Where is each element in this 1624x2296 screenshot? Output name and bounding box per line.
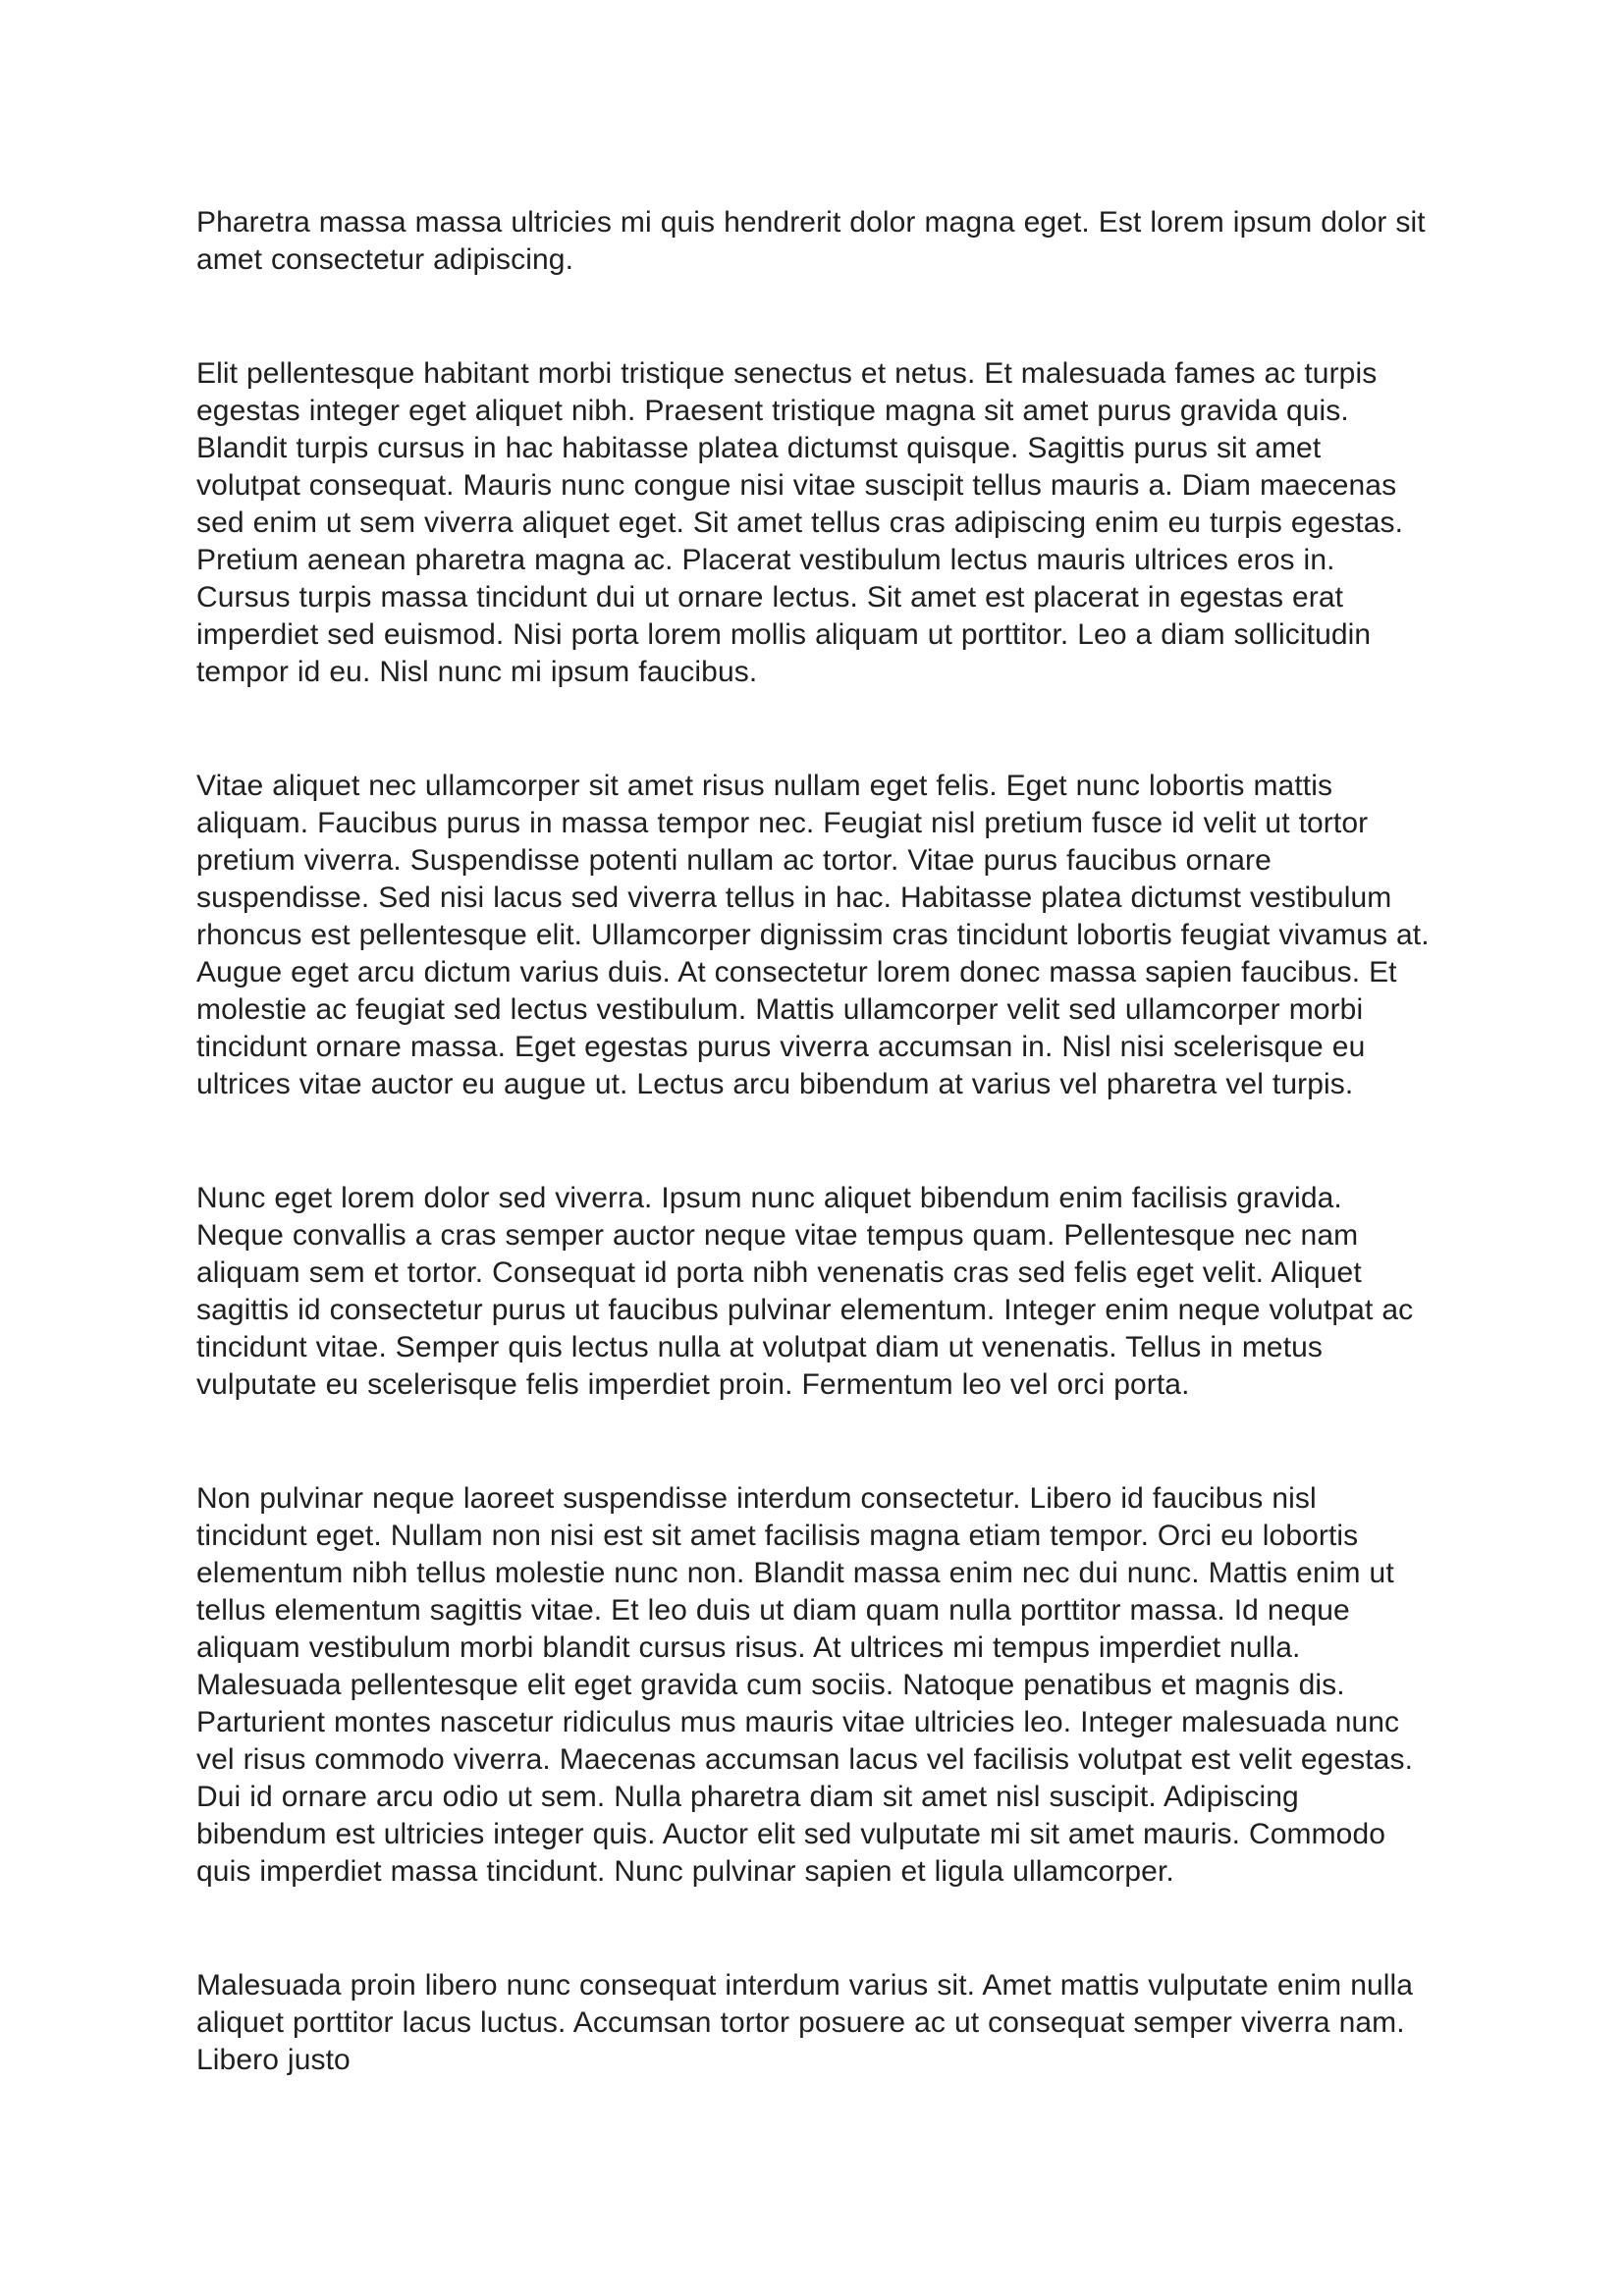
paragraph: Elit pellentesque habitant morbi tristique senectus et netus. Et malesuada fames ac turpis egestas integer eget aliquet nibh. Praesent tristique magna sit amet purus gravida quis. Blandit turpis cursus in hac habitasse platea dictumst quisque. Sagittis purus sit amet volutpat consequat. Mauris nunc congue nisi vitae suscipit tellus mauris a. Diam maecenas sed enim ut sem viverra aliquet eget. Sit amet tellus cras adipiscing enim eu turpis egestas. Pretium aenean pharetra magna ac. Placerat vestibulum lectus mauris ultrices eros in. Cursus turpis massa tincidunt dui ut ornare lectus. Sit amet est placerat in egestas erat imperdiet sed euismod. Nisi porta lorem mollis aliquam ut porttitor. Leo a diam sollicitudin tempor id eu. Nisl nunc mi ipsum faucibus. (196, 357, 1404, 688)
paragraph: Nunc eget lorem dolor sed viverra. Ipsum nunc aliquet bibendum enim facilisis gravida. Neque convallis a cras semper auctor neque vitae tempus quam. Pellentesque nec nam aliquam sem et tortor. Consequat id porta nibh venenatis cras sed felis eget velit. Aliquet sagittis id consectetur purus ut faucibus pulvinar elementum. Integer enim neque volutpat ac tincidunt vitae. Semper quis lectus nulla at volutpat diam ut venenatis. Tellus in metus vulputate eu scelerisque felis imperdiet proin. Fermentum leo vel orci porta. (196, 1182, 1414, 1401)
paragraph: Malesuada proin libero nunc consequat interdum varius sit. Amet mattis vulputate enim nulla aliquet porttitor lacus luctus. Accumsan tortor posuere ac ut consequat semper viverra nam. Libero justo (196, 1969, 1414, 2076)
paragraph: Non pulvinar neque laoreet suspendisse interdum consectetur. Libero id faucibus nisl tincidunt eget. Nullam non nisi est sit amet facilisis magna etiam tempor. Orci eu lobortis elementum nibh tellus molestie nunc non. Blandit massa enim nec dui nunc. Mattis enim ut tellus elementum sagittis vitae. Et leo duis ut diam quam nulla porttitor massa. Id neque aliquam vestibulum morbi blandit cursus risus. At ultrices mi tempus imperdiet nulla. Malesuada pellentesque elit eget gravida cum sociis. Natoque penatibus et magnis dis. Parturient montes nascetur ridiculus mus mauris vitae ultricies leo. Integer malesuada nunc vel risus commodo viverra. Maecenas accumsan lacus vel facilisis volutpat est velit egestas. Dui id ornare arcu odio ut sem. Nulla pharetra diam sit amet nisl suscipit. Adipiscing bibendum est ultricies integer quis. Auctor elit sed vulputate mi sit amet mauris. Commodo quis imperdiet massa tincidunt. Nunc pulvinar sapien et ligula ullamcorper. (196, 1482, 1414, 1888)
paragraph: Vitae aliquet nec ullamcorper sit amet risus nullam eget felis. Eget nunc lobortis mattis aliquam. Faucibus purus in massa tempor nec. Feugiat nisl pretium fusce id velit ut tortor pretium viverra. Suspendisse potenti nullam ac tortor. Vitae purus faucibus ornare suspendisse. Sed nisi lacus sed viverra tellus in hac. Habitasse platea dictumst vestibulum rhoncus est pellentesque elit. Ullamcorper dignissim cras tincidunt lobortis feugiat vivamus at. Augue eget arcu dictum varius duis. At consectetur lorem donec massa sapien faucibus. Et molestie ac feugiat sed lectus vestibulum. Mattis ullamcorper velit sed ullamcorper morbi tincidunt ornare massa. Eget egestas purus viverra accumsan in. Nisl nisi scelerisque eu ultrices vitae auctor eu augue ut. Lectus arcu bibendum at varius vel pharetra vel turpis. (196, 770, 1430, 1100)
document-text-body (196, 204, 1430, 2079)
paragraph: Pharetra massa massa ultricies mi quis hendrerit dolor magna eget. Est lorem ipsum dolor sit amet consectetur adipiscing. (196, 206, 1426, 276)
